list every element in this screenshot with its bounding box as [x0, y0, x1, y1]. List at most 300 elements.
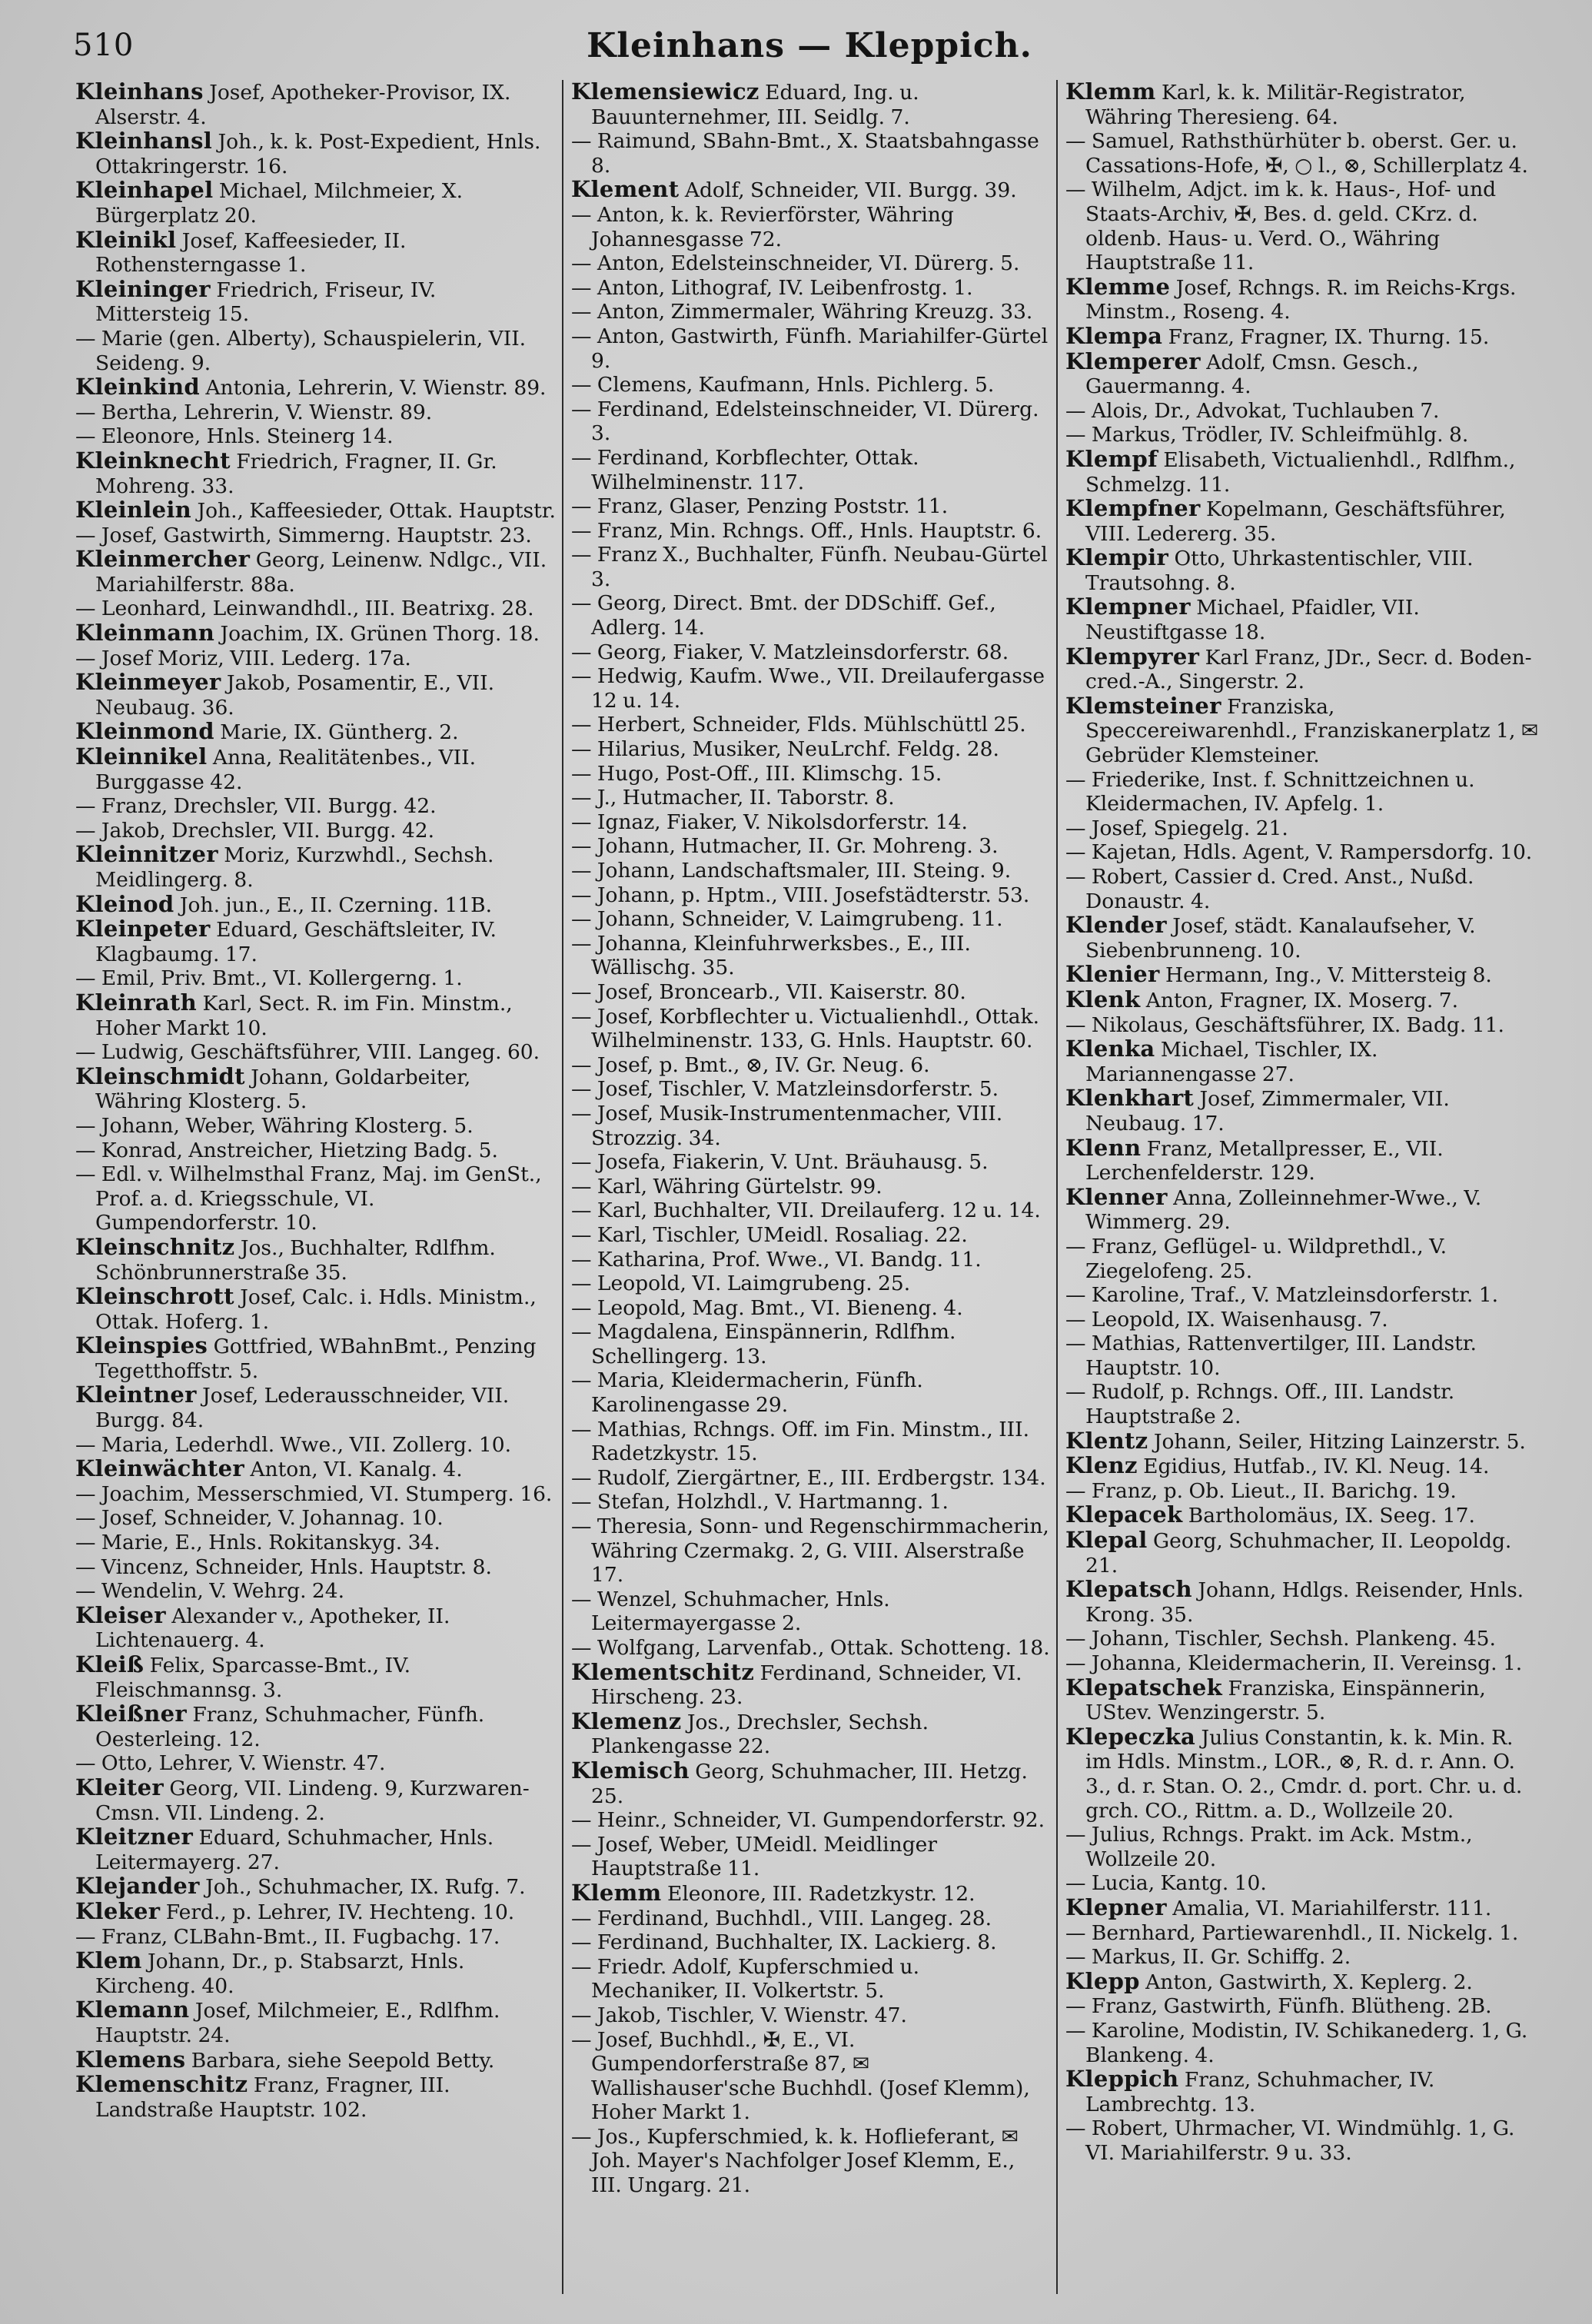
entry-surname: Kleinspies	[75, 1332, 208, 1359]
entry-details: Anton, Gastwirth, X. Keplerg. 2.	[1139, 1970, 1473, 1994]
directory-entry	[1065, 447, 1544, 497]
directory-entry	[75, 1433, 556, 1458]
entry-details: — Franz, Gastwirth, Fünfh. Blütheng. 2B.	[1065, 1994, 1492, 2019]
entry-details: — Franz, CLBahn-Bmt., II. Fugbachg. 17.	[75, 1924, 500, 1949]
entry-details: — Heinr., Schneider, VI. Gumpendorferstr. 92.	[571, 1808, 1045, 1833]
entry-details: — Julius, Rchngs. Prakt. im Ack. Mstm., Wollzeile 20.	[1065, 1823, 1473, 1871]
entry-details: — Anton, Edelsteinschneider, VI. Dürerg. 5.	[571, 251, 1020, 276]
directory-entry	[571, 300, 1050, 324]
entry-details: Jos., Drechsler, Sechsh. Plankengasse 22.	[591, 1710, 929, 1759]
directory-entry	[1065, 694, 1544, 768]
entry-details: — Franz, Drechsler, VII. Burgg. 42.	[75, 794, 437, 819]
directory-entry	[75, 1285, 556, 1334]
entry-surname: Kleker	[75, 1897, 161, 1924]
entry-details: — Josef, Buchhdl., ✠, E., VI. Gumpendorferstraße 87, ✉ Wallishauser'sche Buchhdl. (Josef Klemm), Hoher Markt 1.	[571, 2027, 1030, 2125]
directory-entry	[1065, 275, 1544, 324]
entry-surname: Klepatschek	[1065, 1674, 1223, 1701]
entry-surname: Klenk	[1065, 986, 1141, 1012]
entry-surname: Klemm	[571, 1879, 662, 1906]
entry-surname: Kleißner	[75, 1701, 187, 1727]
directory-entry	[75, 1653, 556, 1702]
entry-surname: Klepp	[1065, 1967, 1140, 1994]
directory-entry	[571, 324, 1050, 373]
entry-details: Hermann, Ing., V. Mittersteig 8.	[1159, 963, 1492, 988]
entry-surname: Klemperer	[1065, 347, 1201, 374]
directory-entry	[75, 401, 556, 425]
directory-entry	[1065, 1823, 1544, 1871]
entry-surname: Kleinikl	[75, 226, 177, 253]
running-head: Kleinhans — Kleppich.	[587, 26, 1032, 65]
entry-details: — Emil, Priv. Bmt., VI. Kollergerng. 1.	[75, 966, 463, 991]
entry-details: — Johann, Schneider, V. Laimgrubeng. 11.	[571, 907, 1003, 932]
entry-details: — Josef, Korbflechter u. Victualienhdl., Ottak. Wilhelminenstr. 133, G. Hnls. Hauptstr. 60.	[571, 1004, 1040, 1053]
directory-entry	[1065, 768, 1544, 816]
directory-entry	[75, 498, 556, 524]
entry-surname: Klemm	[1065, 80, 1156, 105]
entry-details: — J., Hutmacher, II. Taborstr. 8.	[571, 786, 895, 810]
directory-entry	[1065, 2067, 1544, 2116]
directory-entry	[571, 1955, 1050, 2003]
directory-entry	[571, 1490, 1050, 1514]
entry-surname: Kleppich	[1065, 2066, 1179, 2093]
entry-details: — Nikolaus, Geschäftsführer, IX. Badg. 11.	[1065, 1012, 1504, 1037]
entry-details: Josef, Kaffeesieder, II. Rothensterngasse 1.	[95, 228, 407, 278]
directory-entry	[571, 664, 1050, 713]
entry-details: — Wilhelm, Adjct. im k. k. Haus-, Hof- und Staats-Archiv, ✠, Bes. d. geld. CKrz. d. oldenb. Haus- u. Verd. O., Währing Hauptstraße 11.	[1065, 178, 1497, 275]
entry-details: — Leopold, VI. Laimgrubeng. 25.	[571, 1272, 911, 1296]
entry-surname: Klepeczka	[1065, 1723, 1196, 1750]
directory-entry	[1065, 1283, 1544, 1308]
entry-surname: Klempner	[1065, 593, 1191, 620]
directory-entry	[571, 494, 1050, 519]
entry-details: Eduard, Schuhmacher, Hnls. Leitermayerg. 27.	[95, 1826, 494, 1874]
directory-entry	[571, 1248, 1050, 1272]
directory-entry	[571, 1636, 1050, 1661]
entry-details: Kopelmann, Geschäftsführer, VIII. Ledererg. 35.	[1085, 497, 1506, 546]
entry-surname: Kleinlein	[75, 497, 192, 524]
entry-details: Karl, Sect. R. im Fin. Minstm., Hoher Markt 10.	[95, 991, 513, 1040]
directory-entry	[75, 1506, 556, 1531]
directory-entry	[1065, 1893, 1544, 1921]
directory-entry	[1065, 1651, 1544, 1676]
directory-entry	[571, 1320, 1050, 1368]
directory-entry	[571, 1881, 1050, 1907]
directory-entry	[75, 1482, 556, 1507]
entry-details: Barbara, siehe Seepold Betty.	[185, 2048, 495, 2073]
entry-surname: Kleinwächter	[75, 1455, 244, 1482]
entry-surname: Kleinschmidt	[75, 1062, 245, 1089]
directory-entry	[571, 980, 1050, 1005]
directory-entry	[75, 1139, 556, 1163]
directory-entry	[1065, 2116, 1544, 2165]
entry-surname: Kleintner	[75, 1381, 197, 1408]
directory-entry	[1065, 865, 1544, 913]
directory-entry	[75, 966, 556, 991]
entry-surname: Kleinmond	[75, 718, 214, 745]
entry-details: Joachim, IX. Grünen Thorg. 18.	[214, 622, 540, 647]
entry-details: — Johanna, Kleidermacherin, II. Vereinsg. 1.	[1065, 1651, 1523, 1675]
directory-entry	[1065, 1578, 1544, 1627]
entry-details: Ferdinand, Schneider, VI. Hirscheng. 23.	[591, 1661, 1022, 1710]
directory-entry	[1065, 129, 1544, 178]
directory-entry	[75, 1579, 556, 1604]
entry-details: Jakob, Posamentir, E., VII. Neubaug. 36.	[95, 671, 494, 720]
directory-entry	[571, 859, 1050, 883]
entry-details: Franz, Fragner, III. Landstraße Hauptstr. 102.	[95, 2073, 450, 2122]
entry-details: — Clemens, Kaufmann, Hnls. Pichlerg. 5.	[571, 373, 995, 397]
directory-entry	[75, 991, 556, 1040]
entry-details: Michael, Milchmeier, X. Bürgerplatz 20.	[95, 179, 464, 228]
directory-entry	[75, 1457, 556, 1482]
directory-entry	[1065, 423, 1544, 447]
entry-details: Franz, Schuhmacher, Fünfh. Oesterleing. 12.	[95, 1703, 485, 1751]
directory-entry	[1065, 1921, 1544, 1946]
directory-entry	[1065, 963, 1544, 988]
entry-details: — Ferdinand, Buchhdl., VIII. Langeg. 28.	[571, 1906, 992, 1930]
entry-details: Anna, Realitätenbes., VII. Burggasse 42.	[95, 746, 477, 794]
directory-entry	[75, 1235, 556, 1285]
entry-details: Julius Constantin, k. k. Min. R. im Hdls. Minstm., LOR., ⊗, R. d. r. Ann. O. 3., d. r. Stan. O. 2., Cmdr. d. port. Chr. u. d. grch. CO., Rittm. a. D., Wollzeile 20.	[1085, 1725, 1523, 1823]
directory-entry	[1065, 347, 1544, 399]
directory-entry	[75, 524, 556, 548]
directory-entry	[75, 745, 556, 794]
directory-entry	[571, 129, 1050, 178]
directory-entry	[571, 1707, 1050, 1759]
directory-entry	[75, 647, 556, 671]
column-right	[1056, 80, 1550, 2294]
directory-entry	[1065, 1086, 1544, 1135]
directory-entry	[75, 1998, 556, 2047]
directory-entry	[1065, 1725, 1544, 1823]
entry-surname: Klempf	[1065, 445, 1158, 472]
directory-entry	[571, 203, 1050, 251]
entry-details: — Konrad, Anstreicher, Hietzing Badg. 5.	[75, 1138, 498, 1162]
directory-entry	[1065, 595, 1544, 644]
entry-details: — Hugo, Post-Off., III. Klimschg. 15.	[571, 761, 942, 786]
entry-surname: Kleinhans	[75, 80, 204, 105]
directory-entry	[1065, 178, 1544, 274]
directory-entry	[75, 720, 556, 745]
entry-details: Friedrich, Friseur, IV. Mittersteig 15.	[95, 278, 437, 327]
directory-entry	[571, 1418, 1050, 1466]
entry-details: Antonia, Lehrerin, V. Wienstr. 89.	[199, 376, 547, 401]
directory-entry	[75, 275, 556, 327]
directory-entry	[1065, 1185, 1544, 1235]
entry-surname: Kleinnikel	[75, 743, 208, 770]
entry-details: — Franz X., Buchhalter, Fünfh. Neubau-Gürtel 3.	[571, 543, 1048, 591]
directory-entry	[75, 228, 556, 278]
entry-details: — Jakob, Tischler, V. Wienstr. 47.	[571, 2003, 907, 2027]
entry-details: Karl Franz, JDr., Secr. d. Boden-cred.-A., Singerstr. 2.	[1085, 645, 1532, 694]
directory-entry	[571, 1588, 1050, 1636]
directory-entry	[1065, 1013, 1544, 1038]
directory-entry	[571, 1930, 1050, 1955]
entry-details: — Kajetan, Hdls. Agent, V. Rampersdorfg. 10.	[1065, 840, 1533, 865]
entry-details: — Vincenz, Schneider, Hnls. Hauptstr. 8.	[75, 1554, 492, 1579]
entry-details: Johann, Seiler, Hitzing Lainzerstr. 5.	[1148, 1429, 1526, 1454]
entry-details: — Leopold, Mag. Bmt., VI. Bieneng. 4.	[571, 1295, 963, 1320]
directory-entry	[75, 2073, 556, 2122]
directory-entry	[571, 1272, 1050, 1296]
entry-surname: Klepatsch	[1065, 1576, 1192, 1603]
column-middle	[562, 80, 1056, 2294]
entry-details: Adolf, Schneider, VII. Burgg. 39.	[679, 178, 1017, 203]
entry-details: — Anton, k. k. Revierförster, Währing Johannesgasse 72.	[571, 202, 954, 251]
directory-entry	[1065, 80, 1544, 129]
entry-details: Josef, Apotheker-Provisor, IX. Alserstr. 4.	[95, 81, 511, 129]
entry-surname: Klenn	[1065, 1134, 1142, 1161]
directory-entry	[571, 2028, 1050, 2125]
directory-entry	[571, 1005, 1050, 1053]
directory-entry	[571, 762, 1050, 786]
entry-details: — Edl. v. Wilhelmsthal Franz, Maj. im GenSt., Prof. a. d. Kriegsschule, VI. Gumpendorferstr. 10.	[75, 1162, 542, 1235]
entry-details: Josef, Zimmermaler, VII. Neubaug. 17.	[1085, 1087, 1450, 1135]
directory-entry	[75, 917, 556, 966]
entry-details: Gottfried, WBahnBmt., Penzing Tegetthoffstr. 5.	[95, 1335, 537, 1383]
directory-entry	[571, 713, 1050, 737]
directory-entry	[1065, 816, 1544, 841]
entry-details: — Josef Moriz, VIII. Lederg. 17a.	[75, 646, 411, 670]
entry-details: Anton, VI. Kanalg. 4.	[244, 1458, 463, 1482]
directory-entry	[75, 1334, 556, 1383]
entry-details: — Ignaz, Fiaker, V. Nikolsdorferstr. 14.	[571, 810, 968, 834]
entry-details: — Josef, Tischler, V. Matzleinsdorferstr. 5.	[571, 1077, 999, 1102]
entry-surname: Klem	[75, 1947, 142, 1974]
entry-details: — Josef, Weber, UMeidl. Meidlinger Hauptstraße 11.	[571, 1832, 938, 1881]
entry-details: — Franz, p. Ob. Lieut., II. Barichg. 19.	[1065, 1478, 1457, 1503]
entry-details: — Marie (gen. Alberty), Schauspielerin, VII. Seideng. 9.	[75, 326, 527, 375]
directory-entry	[1065, 1380, 1544, 1428]
directory-entry	[571, 737, 1050, 762]
entry-details: Amalia, VI. Mariahilferstr. 111.	[1166, 1896, 1492, 1920]
entry-details: Friedrich, Fragner, II. Gr. Mohreng. 33.	[95, 449, 497, 498]
entry-surname: Kleinhapel	[75, 177, 214, 204]
directory-entry	[571, 446, 1050, 494]
directory-entry	[571, 2125, 1050, 2198]
directory-entry	[75, 843, 556, 892]
directory-entry	[571, 834, 1050, 859]
entry-details: — Robert, Uhrmacher, VI. Windmühlg. 1, G. VI. Mariahilferstr. 9 u. 33.	[1065, 2116, 1515, 2165]
entry-details: — Wenzel, Schuhmacher, Hnls. Leitermayergasse 2.	[571, 1587, 890, 1636]
directory-entry	[75, 890, 556, 918]
entry-details: — Johann, Tischler, Sechsh. Plankeng. 45.	[1065, 1627, 1496, 1651]
entry-details: Anna, Zolleinnehmer-Wwe., V. Wimmerg. 29.	[1085, 1185, 1482, 1235]
entry-surname: Kleinnitzer	[75, 841, 218, 868]
entry-surname: Klepal	[1065, 1527, 1148, 1554]
entry-details: — Ferdinand, Korbflechter, Ottak. Wilhelminenstr. 117.	[571, 445, 919, 494]
entry-details: — Jakob, Drechsler, VII. Burgg. 42.	[75, 818, 435, 843]
directory-entry	[571, 907, 1050, 932]
directory-entry	[1065, 1136, 1544, 1185]
entry-surname: Klepner	[1065, 1893, 1167, 1920]
entry-details: — Wendelin, V. Wehrg. 24.	[75, 1579, 345, 1604]
entry-details: — Mathias, Rchngs. Off. im Fin. Minstm., III. Radetzkystr. 15.	[571, 1417, 1030, 1466]
entry-surname: Klenz	[1065, 1452, 1138, 1479]
entry-details: — Franz, Geflügel- u. Wildprethdl., V. Ziegelofeng. 25.	[1065, 1234, 1447, 1283]
entry-details: — Bernhard, Partiewarenhdl., II. Nickelg. 1.	[1065, 1920, 1519, 1945]
directory-entry	[75, 1040, 556, 1065]
entry-details: — Friedr. Adolf, Kupferschmied u. Mechaniker, II. Volkertstr. 5.	[571, 1954, 920, 2003]
entry-details: Johann, Hdlgs. Reisender, Hnls. Krong. 35.	[1085, 1578, 1524, 1627]
entry-surname: Klenka	[1065, 1036, 1155, 1062]
entry-details: — Markus, II. Gr. Schiffg. 2.	[1065, 1945, 1351, 1970]
directory-entry	[571, 1466, 1050, 1491]
directory-entry	[75, 1925, 556, 1950]
directory-entry	[75, 1751, 556, 1776]
entry-details: Elisabeth, Victualienhdl., Rdlfhm., Schmelzg. 11.	[1085, 447, 1516, 497]
entry-surname: Klempfner	[1065, 495, 1201, 522]
entry-surname: Kleinknecht	[75, 447, 231, 474]
entry-details: Georg, VII. Lindeng. 9, Kurzwaren-Cmsn. VII. Lindeng. 2.	[95, 1776, 530, 1825]
entry-details: — Josef, Gastwirth, Simmerng. Hauptstr. 23.	[75, 523, 532, 547]
entry-surname: Klemsteiner	[1065, 692, 1221, 719]
entry-surname: Klejander	[75, 1873, 200, 1900]
entry-details: Felix, Sparcasse-Bmt., IV. Fleischmannsg. 3.	[95, 1654, 411, 1702]
entry-details: — Anton, Zimmermaler, Währing Kreuzg. 33.	[571, 300, 1033, 324]
entry-surname: Klement	[571, 176, 680, 203]
entry-details: Adolf, Cmsn. Gesch., Gauermanng. 4.	[1085, 350, 1419, 399]
entry-details: Karl, k. k. Militär-Registrator, Währing Theresieng. 64.	[1085, 81, 1466, 129]
directory-entry	[1065, 1994, 1544, 2019]
entry-details: — Samuel, Rathsthürhüter b. oberst. Ger. u. Cassations-Hofe, ✠, ○ l., ⊗, Schillerplatz 4.	[1065, 129, 1528, 178]
entry-surname: Kleinschnitz	[75, 1233, 235, 1260]
directory-entry	[1065, 1627, 1544, 1651]
entry-details: Franziska, Speccereiwarenhdl., Franziskanerplatz 1, ✉ Gebrüder Klemsteiner.	[1085, 694, 1539, 768]
directory-entry	[75, 547, 556, 597]
entry-details: — Alois, Dr., Advokat, Tuchlauben 7.	[1065, 398, 1440, 423]
directory-entry	[571, 251, 1050, 276]
directory-entry	[75, 597, 556, 621]
entry-surname: Klenner	[1065, 1183, 1168, 1210]
directory-entry	[75, 1601, 556, 1653]
directory-entry	[75, 375, 556, 401]
directory-entry	[1065, 1479, 1544, 1504]
entry-details: Joh. jun., E., II. Czerning. 11B.	[174, 893, 493, 917]
entry-details: — Lucia, Kantg. 10.	[1065, 1871, 1267, 1896]
entry-details: — Georg, Direct. Bmt. der DDSchiff. Gef., Adlerg. 14.	[571, 591, 996, 640]
entry-details: — Josef, Schneider, V. Johannag. 10.	[75, 1506, 444, 1531]
directory-entry	[75, 178, 556, 228]
directory-entry	[1065, 840, 1544, 865]
entry-details: — Raimund, SBahn-Bmt., X. Staatsbahngasse 8.	[571, 129, 1039, 178]
directory-entry	[75, 129, 556, 178]
entry-details: — Karoline, Modistin, IV. Schikanederg. 1, G. Blankeng. 4.	[1065, 2018, 1528, 2067]
entry-details: — Ferdinand, Edelsteinschneider, VI. Dürerg. 3.	[571, 397, 1039, 446]
directory-entry	[1065, 988, 1544, 1013]
directory-entry	[1065, 399, 1544, 424]
directory-entry	[571, 1658, 1050, 1710]
entry-details: Franziska, Einspännerin, UStev. Wenzingerstr. 5.	[1085, 1676, 1486, 1725]
directory-entry	[571, 810, 1050, 835]
entry-details: — Otto, Lehrer, V. Wienstr. 47.	[75, 1751, 386, 1776]
entry-surname: Kleitzner	[75, 1824, 194, 1850]
entry-details: Jos., Buchhalter, Rdlfhm. Schönbrunnerstraße 35.	[95, 1235, 496, 1285]
directory-entry	[1065, 1676, 1544, 1725]
entry-details: Eduard, Geschäftsleiter, IV. Klagbaumg. 17.	[95, 918, 497, 966]
entry-details: — Rudolf, Ziergärtner, E., III. Erdbergstr. 134.	[571, 1465, 1046, 1490]
entry-details: — Karl, Tischler, UMeidl. Rosaliag. 22.	[571, 1222, 968, 1247]
directory-entry	[571, 178, 1050, 203]
directory-entry	[571, 397, 1050, 446]
directory-entry	[1065, 1945, 1544, 1970]
entry-surname: Klemenschitz	[75, 2071, 248, 2098]
entry-surname: Kleiter	[75, 1774, 164, 1800]
entry-details: — Joachim, Messerschmied, VI. Stumperg. 16.	[75, 1481, 553, 1506]
entry-details: Franz, Schuhmacher, IV. Lambrechtg. 13.	[1085, 2068, 1435, 2116]
entry-surname: Kleiser	[75, 1601, 166, 1628]
entry-details: — Maria, Lederhdl. Wwe., VII. Zollerg. 10.	[75, 1432, 512, 1457]
entry-details: — Johann, Weber, Währing Klosterg. 5.	[75, 1113, 474, 1138]
directory-entry	[75, 1825, 556, 1874]
directory-entry	[571, 80, 1050, 129]
entry-details: — Markus, Trödler, IV. Schleifmühlg. 8.	[1065, 423, 1469, 447]
directory-entry	[571, 1102, 1050, 1150]
directory-entry	[75, 449, 556, 498]
entry-details: Franz, Metallpresser, E., VII. Lerchenfelderstr. 129.	[1085, 1136, 1444, 1185]
entry-details: Alexander v., Apotheker, II. Lichtenauerg. 4.	[95, 1604, 450, 1653]
directory-entry	[1065, 913, 1544, 963]
entry-details: Josef, städt. Kanalaufseher, V. Siebenbrunneng. 10.	[1085, 914, 1476, 963]
entry-details: — Karoline, Traf., V. Matzleinsdorferstr. 1.	[1065, 1283, 1499, 1308]
entry-details: Josef, Calc. i. Hdls. Ministm., Ottak. Hoferg. 1.	[95, 1285, 537, 1334]
entry-details: — Marie, E., Hnls. Rokitanskyg. 34.	[75, 1531, 440, 1555]
entry-details: Georg, Schuhmacher, II. Leopoldg. 21.	[1085, 1529, 1512, 1578]
entry-details: — Mathias, Rattenvertilger, III. Landstr. Hauptstr. 10.	[1065, 1332, 1477, 1380]
entry-details: Joh., Schuhmacher, IX. Rufg. 7.	[199, 1875, 526, 1900]
entry-details: Johann, Dr., p. Stabsarzt, Hnls. Kircheng. 40.	[95, 1950, 465, 1998]
directory-columns	[68, 80, 1551, 2294]
directory-entry	[75, 621, 556, 647]
directory-entry	[75, 794, 556, 819]
directory-entry	[75, 80, 556, 129]
entry-surname: Kleinod	[75, 890, 174, 917]
entry-details: — Magdalena, Einspännerin, Rdlfhm. Schellingerg. 13.	[571, 1320, 956, 1368]
entry-details: Franz, Fragner, IX. Thurng. 15.	[1162, 324, 1490, 349]
entry-details: — Wolfgang, Larvenfab., Ottak. Schotteng. 18.	[571, 1636, 1050, 1660]
directory-entry	[571, 543, 1050, 591]
entry-details: — Josef, p. Bmt., ⊗, IV. Gr. Neug. 6.	[571, 1052, 930, 1077]
entry-details: — Anton, Lithograf, IV. Leibenfrostg. 1.	[571, 275, 973, 300]
entry-surname: Kleinmercher	[75, 546, 251, 573]
directory-entry	[75, 670, 556, 720]
directory-entry	[571, 932, 1050, 980]
entry-details: Josef, Lederausschneider, VII. Burgg. 84.	[95, 1384, 510, 1433]
directory-entry	[1065, 1235, 1544, 1283]
entry-details: — Franz, Min. Rchngs. Off., Hnls. Hauptstr. 6.	[571, 518, 1042, 543]
directory-entry	[75, 1702, 556, 1751]
directory-entry	[571, 1808, 1050, 1833]
entry-details: Ferd., p. Lehrer, IV. Hechteng. 10.	[160, 1900, 515, 1924]
entry-details: — Stefan, Holzhdl., V. Hartmanng. 1.	[571, 1490, 949, 1514]
entry-details: — Franz, Glaser, Penzing Poststr. 11.	[571, 494, 949, 519]
directory-entry	[75, 1162, 556, 1235]
directory-entry	[571, 1150, 1050, 1175]
entry-details: — Rudolf, p. Rchngs. Off., III. Landstr. Hauptstraße 2.	[1065, 1380, 1455, 1429]
directory-entry	[571, 373, 1050, 397]
directory-entry	[75, 1383, 556, 1432]
entry-details: — Josef, Spiegelg. 21.	[1065, 816, 1288, 840]
directory-entry	[1065, 497, 1544, 546]
entry-surname: Klenkhart	[1065, 1085, 1195, 1112]
entry-details: — Georg, Fiaker, V. Matzleinsdorferstr. 68.	[571, 640, 1009, 664]
directory-entry	[1065, 1503, 1544, 1528]
entry-surname: Klemensiewicz	[571, 80, 759, 105]
directory-entry	[1065, 2019, 1544, 2067]
entry-details: — Hedwig, Kaufm. Wwe., VII. Dreilaufergasse 12 u. 14.	[571, 664, 1045, 713]
entry-details: Eduard, Ing. u. Bauunternehmer, III. Seidlg. 7.	[591, 81, 919, 129]
entry-details: — Friederike, Inst. f. Schnittzeichnen u. Kleidermachen, IV. Apfelg. 1.	[1065, 767, 1475, 816]
directory-entry	[1065, 1429, 1544, 1455]
